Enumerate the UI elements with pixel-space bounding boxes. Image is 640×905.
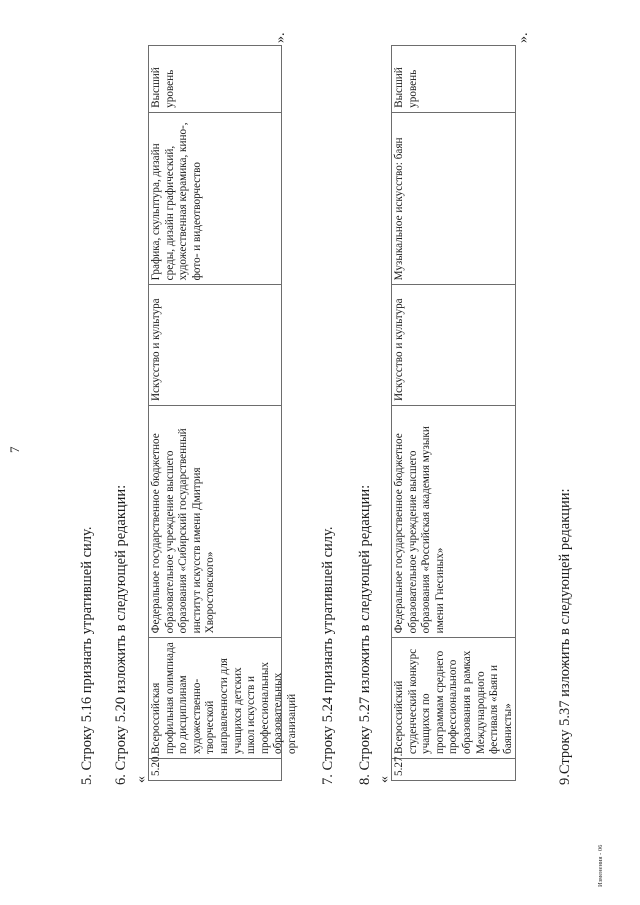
quote-close-2: ». [516, 32, 531, 43]
footer-note: Изменения - 06 [597, 844, 604, 887]
item-5-text: 5. Строку 5.16 признать утратившей силу. [79, 526, 95, 785]
item-6-text: 6. Строку 5.20 изложить в следующей редакции: [113, 484, 129, 785]
cell-organizer: Федеральное государственное бюджетное образовательное учреждение высшего образования «Сибирский государственный институт искусств имени Дмитрия Хворостовского» [149, 405, 281, 637]
cell-subject-area: Искусство и культура [392, 284, 515, 405]
item-8-text: 8. Строку 5.27 изложить в следующей редакции: [357, 484, 373, 785]
cell-olympiad-name: Всероссийский студенческий конкурс учащихся по программам среднего профессионального образования в рамках Международного фестиваля «Баян и баянисты» [392, 637, 515, 758]
quote-close-1: ». [273, 32, 288, 43]
table-row-5-27 [391, 45, 516, 781]
item-9-text: 9.Строку 5.37 изложить в следующей редакции: [557, 488, 573, 785]
cell-number: 5.20. [149, 758, 281, 780]
cell-level: Высший уровень [393, 67, 419, 108]
table-row-5-20 [148, 45, 298, 781]
quote-open-2: « [377, 776, 392, 783]
cell-organizer: Федеральное государственное бюджетное образовательное учреждение высшего образования «Российская академия музыки имени Гнесиных» [392, 405, 515, 637]
cell-profile: Графика, скульптура, дизайн среды, дизайн графический, художественная керамика, кино-, фото- и видеотворчество [149, 112, 281, 285]
cell-olympiad-name: Всероссийская профильная олимпиада по дисциплинам художественно-творческой направленности для учащихся детских школ искусств и профессиональных образовательных организаций [149, 637, 281, 758]
cell-subject-area: Искусство и культура [149, 284, 281, 405]
cell-profile: Музыкальное искусство: баян [392, 112, 515, 285]
cell-level: Высший уровень [150, 67, 176, 108]
item-7-text: 7. Строку 5.24 признать утратившей силу. [320, 526, 336, 785]
quote-open-1: « [134, 776, 149, 783]
page-number: 7 [7, 446, 22, 453]
cell-number: 5.27. [392, 758, 515, 780]
